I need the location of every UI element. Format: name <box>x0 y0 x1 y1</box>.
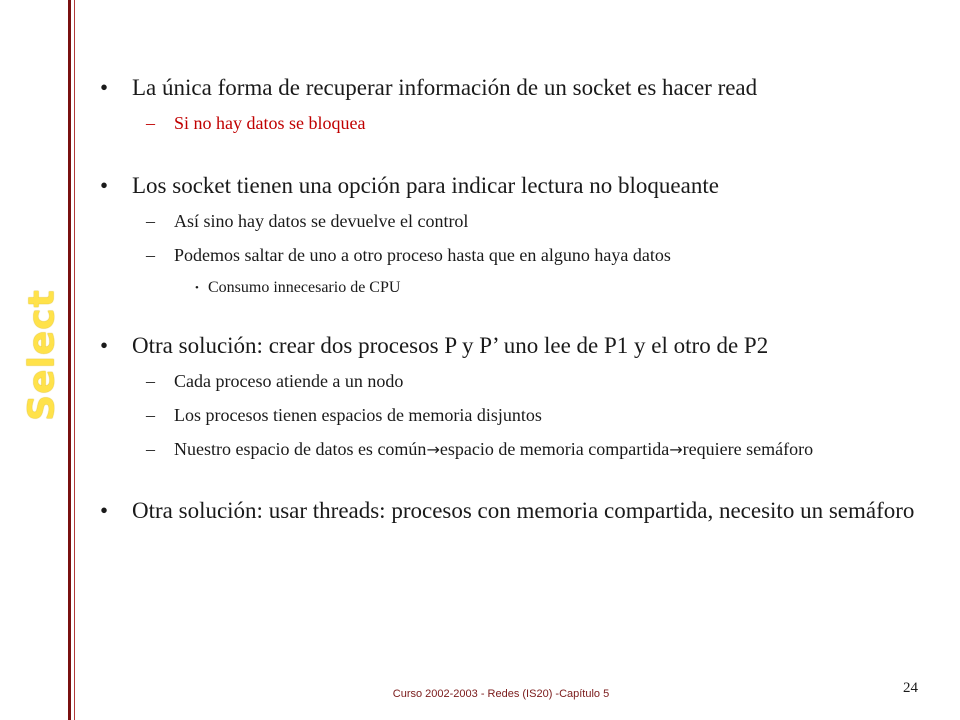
slide-footer <box>0 688 960 700</box>
bullet-3-sub-1 <box>100 368 940 394</box>
page-number: 24 <box>903 680 918 696</box>
bullet-2-sub-1 <box>100 208 940 234</box>
bullet-2-sub-2 <box>100 242 940 268</box>
slide-content <box>100 70 940 527</box>
bullet-2-sub-2-text: Podemos saltar de uno a otro proceso hasta que en alguno haya datos <box>174 245 671 265</box>
bullet-marker: • <box>100 498 109 523</box>
bullet-1-sub-1 <box>100 110 940 136</box>
dash-marker: – <box>146 439 155 459</box>
bullet-marker: • <box>100 333 109 358</box>
arrow-right-icon: → <box>426 440 440 459</box>
slide-title: Select <box>21 289 63 421</box>
bullet-3-sub-2 <box>100 402 940 428</box>
bullet-marker: • <box>100 173 109 198</box>
dash-marker: – <box>146 245 155 265</box>
bullet-3-sub-1-text: Cada proceso atiende a un nodo <box>174 371 404 391</box>
bullet-1 <box>100 72 940 104</box>
dash-marker: – <box>146 211 155 231</box>
dash-marker: – <box>146 371 155 391</box>
arrow-right-icon: → <box>669 440 683 459</box>
bullet-3-sub-3-text-part-3: requiere semáforo <box>682 439 814 459</box>
bullet-2-sub-2-sub-1-text: Consumo innecesario de CPU <box>208 279 401 296</box>
bullet-3-sub-3-text-part-2: espacio de memoria compartida <box>439 439 670 459</box>
left-vertical-rule <box>68 0 71 720</box>
bullet-3-text: Otra solución: crear dos procesos P y P’ uno lee de P1 y el otro de P2 <box>132 333 769 358</box>
bullet-4-text: Otra solución: usar threads: procesos con memoria compartida, necesito un semáforo <box>132 498 915 523</box>
small-bullet-marker: • <box>195 282 199 294</box>
bullet-2 <box>100 170 940 202</box>
footer-text: Curso 2002-2003 - Redes (IS20) -Capítulo 5 <box>392 688 610 700</box>
bullet-2-text: Los socket tienen una opción para indicar lectura no bloqueante <box>132 173 719 198</box>
bullet-4 <box>100 495 940 527</box>
dash-marker: – <box>146 405 155 425</box>
dash-marker: – <box>146 113 155 133</box>
bullet-3-sub-2-text: Los procesos tienen espacios de memoria disjuntos <box>174 405 542 425</box>
bullet-3-sub-3 <box>100 436 940 463</box>
bullet-marker: • <box>100 75 109 100</box>
bullet-1-text: La única forma de recuperar información de un socket es hacer read <box>132 75 758 100</box>
bullet-1-sub-1-text: Si no hay datos se bloquea <box>174 113 366 133</box>
left-vertical-rule-thin <box>74 0 75 720</box>
bullet-2-sub-2-sub-1 <box>100 276 940 300</box>
bullet-3-sub-3-text-part-1: Nuestro espacio de datos es común <box>174 439 427 459</box>
bullet-3 <box>100 330 940 362</box>
bullet-2-sub-1-text: Así sino hay datos se devuelve el control <box>174 211 469 231</box>
